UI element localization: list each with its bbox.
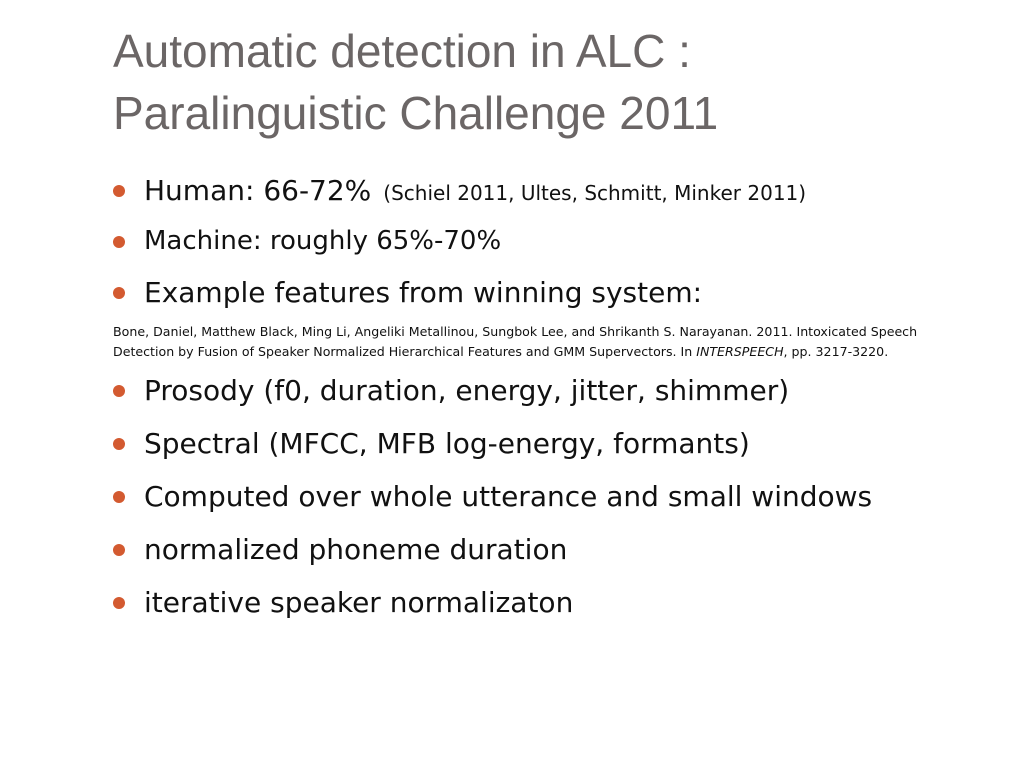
bullet-text: [144, 174, 806, 207]
bullet-text: Machine: roughly 65%-70%: [144, 226, 502, 256]
bullet-text: Computed over whole utterance and small windows: [144, 480, 873, 513]
reference-text: Bone, Daniel, Matthew Black, Ming Li, Angeliki Metallinou, Sungbok Lee, and Shrikanth S. Narayanan. 2011. Intoxicated Speech Detection by Fusion of Speaker Normalized Hierarchical Features and GMM Supervectors. In: [113, 324, 918, 359]
bullet-dot: [113, 185, 125, 197]
bullet-dot: [113, 236, 125, 248]
bullet-text: normalized phoneme duration: [144, 533, 568, 566]
bullet-dot: [113, 491, 125, 503]
bullet-text: Spectral (MFCC, MFB log-energy, formants): [144, 427, 750, 460]
reference-citation: [113, 322, 933, 362]
bullet-dot: [113, 544, 125, 556]
slide-title: [113, 20, 993, 144]
title-line-2: Paralinguistic Challenge 2011: [113, 87, 719, 139]
reference-pages: , pp. 3217-3220.: [783, 344, 889, 359]
bullet-text: Prosody (f0, duration, energy, jitter, shimmer): [144, 374, 790, 407]
bullet-dot: [113, 287, 125, 299]
bullet-dot: [113, 385, 125, 397]
bullet-text: Example features from winning system:: [144, 276, 703, 309]
bullet-dot: [113, 438, 125, 450]
title-line-1: Automatic detection in ALC :: [113, 25, 691, 77]
citation: (Schiel 2011, Ultes, Schmitt, Minker 2011): [383, 181, 807, 205]
bullet-text: iterative speaker normalizaton: [144, 586, 574, 619]
reference-venue: INTERSPEECH: [696, 344, 784, 359]
bullet-dot: [113, 597, 125, 609]
bullet-label: Human: 66-72%: [144, 174, 372, 207]
